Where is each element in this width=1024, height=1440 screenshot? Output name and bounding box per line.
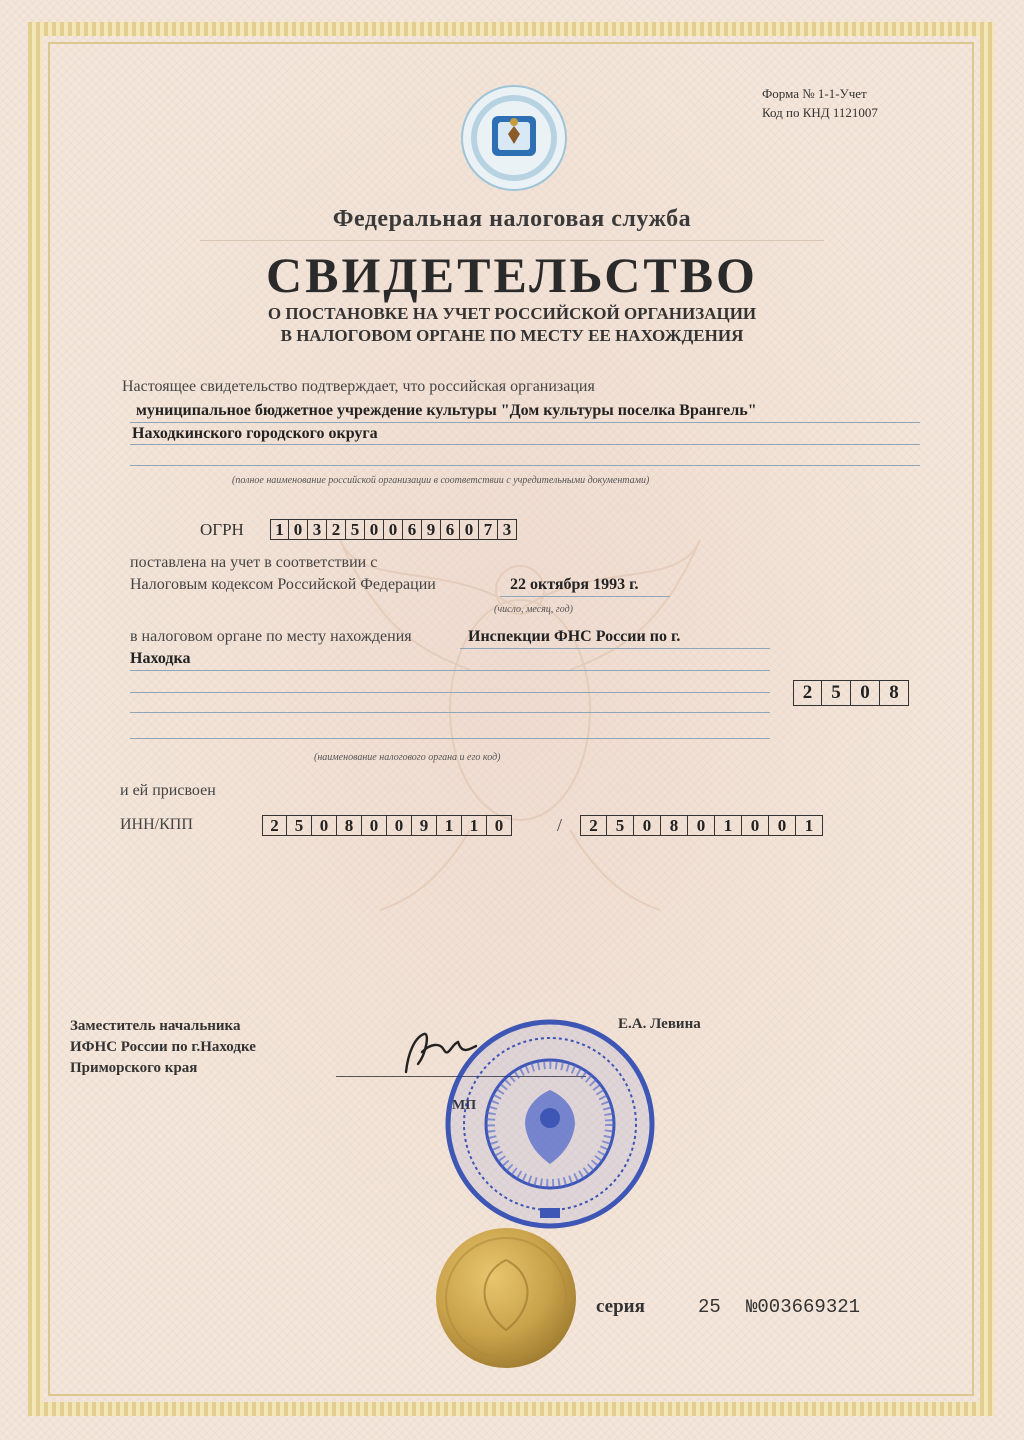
form-number: Форма № 1-1-Учет [762, 86, 867, 101]
inn-digit: 0 [487, 815, 512, 836]
subtitle-line-1: О ПОСТАНОВКЕ НА УЧЕТ РОССИЙСКОЙ ОРГАНИЗАЦИИ [267, 304, 757, 323]
tax-code-text: Налоговым кодексом Российской Федерации [130, 576, 436, 593]
fns-emblem-icon [458, 82, 570, 194]
org-caption: (полное наименование российской организации в соответствии с учредительными документами) [232, 475, 650, 486]
intro-text: Настоящее свидетельство подтверждает, что российская организация [122, 378, 595, 395]
ogrn-digit: 2 [327, 519, 346, 540]
org-underline-2 [130, 444, 920, 445]
inn-digit: 1 [462, 815, 487, 836]
inn-digit: 0 [362, 815, 387, 836]
tax-office-code-boxes [793, 680, 909, 706]
kpp-digit: 0 [742, 815, 769, 836]
knd-code: Код по КНД 1121007 [762, 105, 878, 120]
inn-digit: 5 [287, 815, 312, 836]
tax-office-underline-2 [130, 670, 770, 671]
inn-kpp-label: ИНН/КПП [120, 816, 193, 833]
tax-office-code-digit: 0 [851, 680, 880, 706]
tax-office-underline-3 [130, 692, 770, 693]
ogrn-digit: 6 [403, 519, 422, 540]
ogrn-digit: 0 [384, 519, 403, 540]
kpp-digit: 5 [607, 815, 634, 836]
tax-office-underline-4 [130, 712, 770, 713]
tax-office-prefix: в налоговом органе по месту нахождения [130, 628, 412, 645]
agency-divider [200, 240, 824, 241]
series-label: серия [596, 1296, 645, 1317]
inn-digit: 9 [412, 815, 437, 836]
tax-office-caption: (наименование налогового органа и его код) [314, 752, 501, 763]
registered-text: поставлена на учет в соответствии с [130, 554, 378, 571]
inn-digit: 1 [437, 815, 462, 836]
kpp-digit: 0 [688, 815, 715, 836]
ogrn-digit: 0 [365, 519, 384, 540]
signer-position-line-1: Заместитель начальника [70, 1018, 241, 1034]
tax-office-name-1: Инспекции ФНС России по г. [468, 628, 681, 645]
kpp-digit: 1 [715, 815, 742, 836]
ogrn-boxes [270, 519, 517, 540]
ogrn-digit: 9 [422, 519, 441, 540]
series-value: 25 [698, 1296, 721, 1318]
certificate-number: №003669321 [746, 1296, 861, 1318]
tax-office-code-digit: 2 [793, 680, 822, 706]
org-name-line-1: муниципальное бюджетное учреждение культуры "Дом культуры поселка Врангель" [136, 402, 757, 419]
signer-position-line-2: ИФНС России по г.Находке [70, 1039, 256, 1055]
org-underline-1 [130, 422, 920, 423]
signer-position [70, 1016, 256, 1079]
ogrn-digit: 6 [441, 519, 460, 540]
tax-office-underline-1 [460, 648, 770, 649]
inn-kpp-separator: / [557, 815, 563, 835]
inn-boxes [262, 815, 512, 836]
registration-date: 22 октября 1993 г. [510, 576, 639, 593]
ogrn-digit: 7 [479, 519, 498, 540]
ogrn-digit: 0 [289, 519, 308, 540]
kpp-digit: 0 [634, 815, 661, 836]
subtitle-line-2: В НАЛОГОВОМ ОРГАНЕ ПО МЕСТУ ЕЕ НАХОЖДЕНИЯ [280, 326, 744, 345]
kpp-digit: 0 [769, 815, 796, 836]
ogrn-digit: 3 [308, 519, 327, 540]
inn-digit: 0 [312, 815, 337, 836]
inn-digit: 8 [337, 815, 362, 836]
certificate-title: СВИДЕТЕЛЬСТВО [266, 247, 758, 303]
ogrn-digit: 3 [498, 519, 517, 540]
kpp-digit: 2 [580, 815, 607, 836]
tax-office-name-2: Находка [130, 650, 191, 667]
kpp-digit: 1 [796, 815, 823, 836]
tax-office-code-digit: 8 [880, 680, 909, 706]
ogrn-digit: 1 [270, 519, 289, 540]
kpp-digit: 8 [661, 815, 688, 836]
tax-office-code-digit: 5 [822, 680, 851, 706]
agency-name: Федеральная налоговая служба [332, 206, 692, 232]
tax-office-underline-5 [130, 738, 770, 739]
ogrn-label: ОГРН [200, 520, 244, 539]
ogrn-digit: 0 [460, 519, 479, 540]
org-name-line-2: Находкинского городского округа [132, 425, 378, 442]
signer-position-line-3: Приморского края [70, 1060, 198, 1076]
blue-stamp-icon [440, 1018, 660, 1230]
kpp-boxes [580, 815, 823, 836]
date-underline [500, 596, 670, 597]
form-info [762, 84, 878, 122]
org-underline-3 [130, 465, 920, 466]
assigned-text: и ей присвоен [120, 782, 216, 799]
ogrn-digit: 5 [346, 519, 365, 540]
signer-name: Е.А. Левина [618, 1016, 701, 1032]
inn-digit: 0 [387, 815, 412, 836]
date-caption: (число, месяц, год) [494, 604, 573, 615]
inn-digit: 2 [262, 815, 287, 836]
certificate-subtitle [0, 303, 1024, 347]
gold-seal-icon [432, 1226, 580, 1370]
